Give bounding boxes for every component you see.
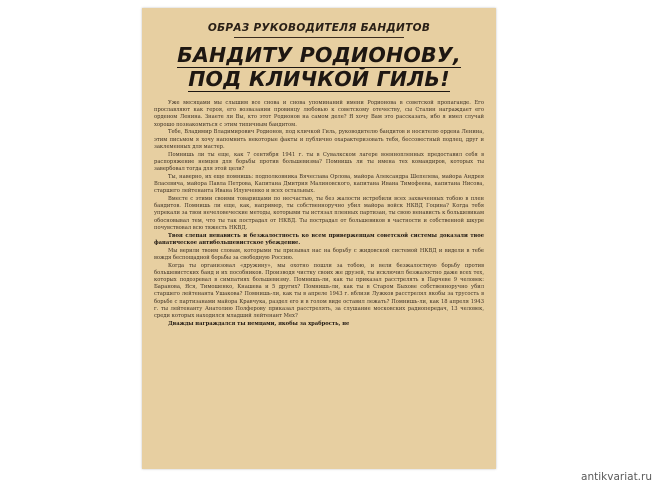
leaflet-kicker: ОБРАЗ РУКОВОДИТЕЛЯ БАНДИТОВ — [207, 22, 431, 34]
body-paragraph: Вместе с этими своими товарищами по несчастью, ты без жалости истребили всех захваченных тобою в плен бандитов. Помнишь ли еще, как, например, ты собственноручно убил майора войск НКВД Гоцина? Когда тебя упрекали за твои нечеловеческие методы, которыми ты истязал пленных партизан, ты свою ненависть к большевикам обосновывал тем, что ты так пострадал от НКВД. Ты пострадал от большевиков в частности и собственной шкуре почувствовал всю тяжесть НКВД. — [154, 196, 484, 231]
headline-line-1: БАНДИТУ РОДИОНОВУ, — [177, 43, 461, 67]
body-paragraph: Когда ты организовал «дружину», мы охотно пошли за тобою, и вели безжалостную борьбу против большевистских банд и их пособников. Производя чистку своих же друзей, ты исключил безжалостно даже всех тех, которых подозревал в симпатиях большевизму. Помнишь-ли, как ты приказал расстрелять в Парчеве 9 человек: Баранова, Яся, Тимошенко, Кнашева и 5 других? Помнишь-ли, как ты в Старом Быхове собственноручно убил старшего лейтенанта Ушакова? Помнишь-ли, как ты в апреле 1943 г. вблизи Лужков расстрелял якобы за трусость в борьбе с партизанами майора Кравчука, раздел его и в голом виде оставил лежать? Помнишь-ли, как 18 апреля 1943 г. ты лейтенанту Анатолию Полферову приказал расстрелять, за слушание московских радиопередач, 13 человек, среди которых находился младший лейтенант Мех? — [154, 262, 484, 320]
body-paragraph: Тебе, Владимир Владимирович Родионов, под кличкой Гиль, руководителю бандитов и носителю ордена Ленина, этим письмом я хочу напомнить некоторые факты и публично охарактеризовать тебя, бессовестный подлец, друг и заклеменных для мастер. — [154, 129, 484, 150]
leaflet-sheet — [142, 8, 496, 469]
kicker-rule — [234, 37, 404, 38]
headline-line-2: ПОД КЛИЧКОЙ ГИЛЬ! — [188, 67, 450, 91]
body-paragraph: Помнишь ли ты еще, как 7 сентября 1941 г. ты в Сувалкском лагере военнопленных предоставил себя в распоряжение немцев для борьбы против большевизма? Помнишь ли ты имена тех командиров, которых ты завербовал тогда для этой цели? — [154, 151, 484, 173]
body-paragraph-bold: Твоя слепая ненависть и безжалостность ко всем приверженцам советской системы доказали твое фанатическое антибольшевистское убеждение. — [154, 232, 484, 246]
leaflet-body — [154, 100, 484, 329]
body-paragraph: Уже месяцами мы слышим все снова и снова упоминаний имени Родионова в советской пропаганде. Его прославляют как героя, его возвазании провинцу любовью к советскому отечеству, сы Сталин награждает его орденом Ленина. Знаете ли Вы, кто этот Родионов на самом деле? Я хочу Вам это рассказать, ибо я имел случай хорошо познакомиться с этим типичным бандитом. — [154, 100, 484, 128]
body-paragraph-bold: Дважды награждался ты немцами, якобы за храбрость, не — [168, 320, 350, 327]
body-paragraph: Мы верили твоим словам, которыми ты призывал нас на борьбу с жидовской системой НКВД и видели в тебе вождя беспощадной борьбы за свободную Россию. — [154, 247, 484, 261]
site-watermark: antikvariat.ru — [581, 471, 652, 483]
body-paragraph: Ты, наверно, их еще помнишь: подполковника Вячеслава Орлова, майора Александра Шепелева, майора Андрея Власевича, майора Павла Петрова, Капитана Дмитрия Малиновского, капитана Ивана Тимофеева, капитана Нисова, старшего лейтенанта Ивана Илунченко и всех остальных. — [154, 173, 484, 195]
